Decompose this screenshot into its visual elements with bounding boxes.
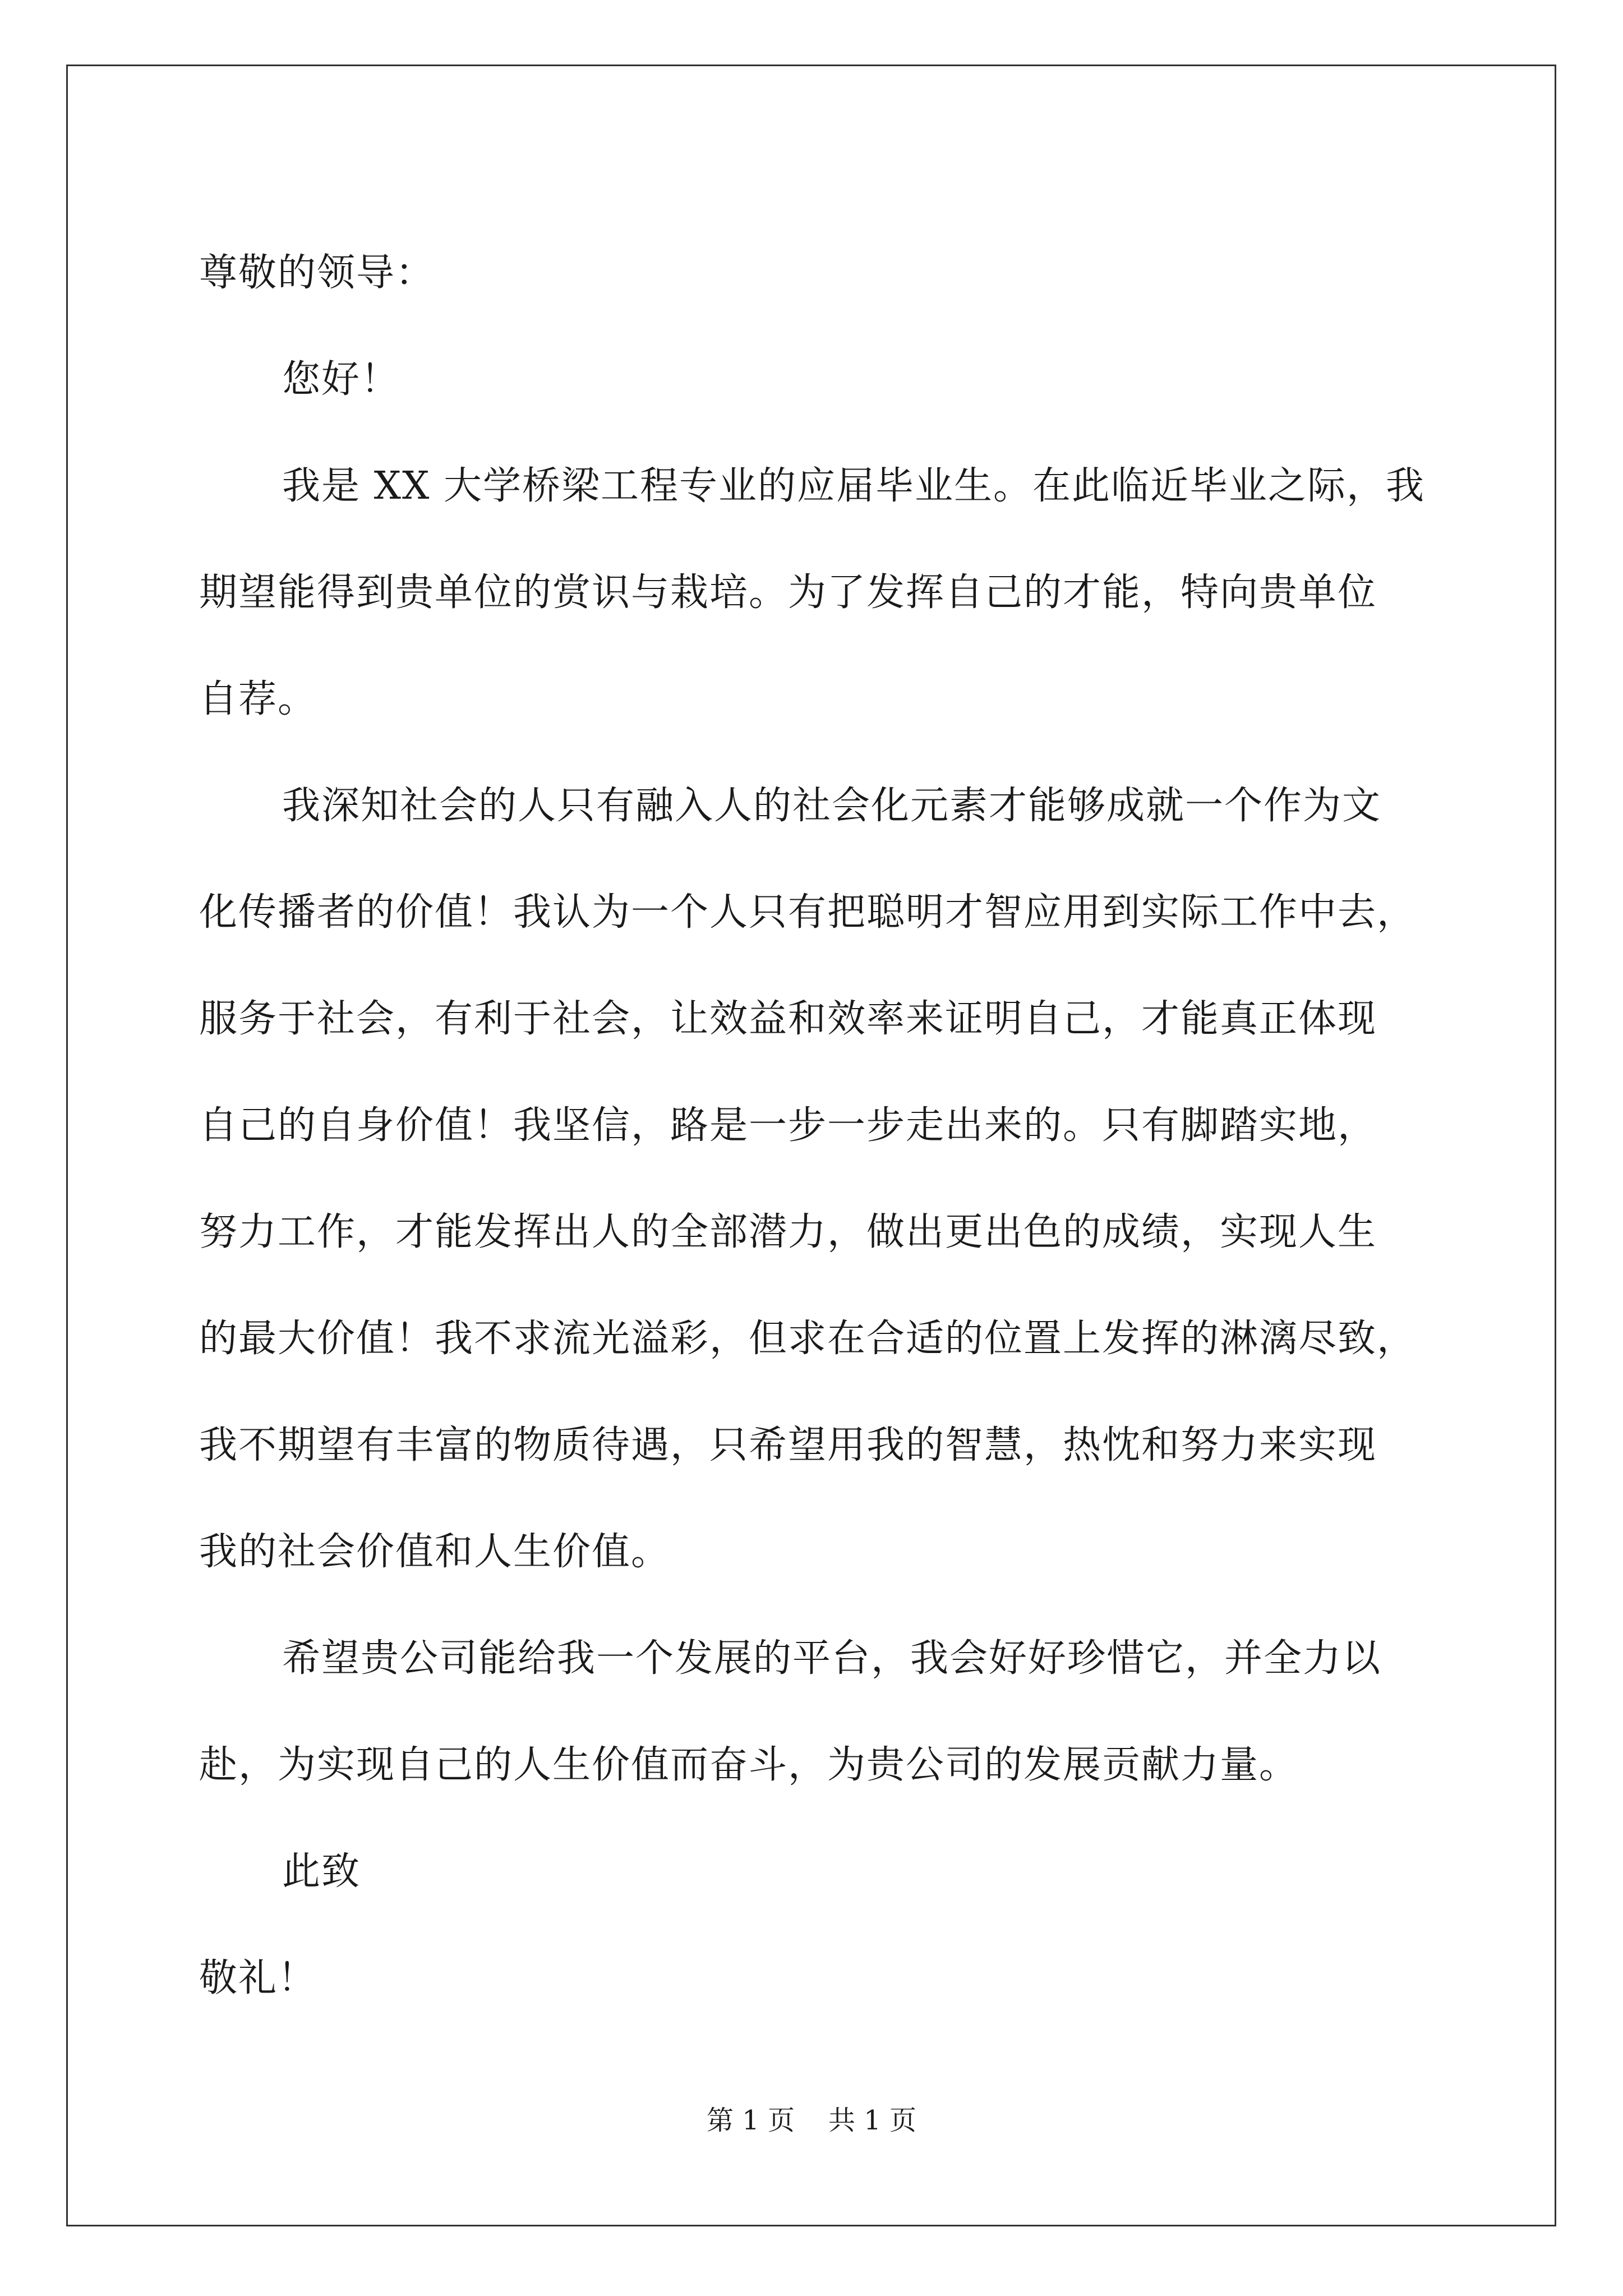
paragraph-line: 的最大价值！我不求流光溢彩，但求在合适的位置上发挥的淋漓尽致，	[199, 1317, 1417, 1361]
paragraph-line: 我不期望有丰富的物质待遇，只希望用我的智慧，热忱和努力来实现	[199, 1423, 1377, 1467]
paragraph-line: 努力工作，才能发挥出人的全部潜力，做出更出色的成绩，实现人生	[199, 1210, 1377, 1254]
paragraph-line: 赴，为实现自己的人生价值而奋斗，为贵公司的发展贡献力量。	[199, 1743, 1299, 1787]
page-number: 第 1 页	[706, 2105, 795, 2136]
closing-ci-zhi: 此致	[282, 1849, 361, 1894]
paragraph-line: 自荐。	[199, 677, 317, 721]
salutation: 尊敬的领导：	[199, 251, 435, 295]
letter-body	[199, 220, 1430, 2032]
paragraph-line: 化传播者的价值！我认为一个人只有把聪明才智应用到实际工作中去，	[199, 890, 1417, 935]
paragraph-hope	[199, 1605, 1430, 1819]
paragraph-line: 期望能得到贵单位的赏识与栽培。为了发挥自己的才能，特向贵单位	[199, 570, 1377, 615]
paragraph-line: 我是 XX 大学桥梁工程专业的应届毕业生。在此临近毕业之际，我	[282, 464, 1426, 508]
closing-jing-li: 敬礼！	[199, 1956, 317, 2000]
paragraph-line: 我的社会价值和人生价值。	[199, 1530, 671, 1574]
paragraph-self-introduction	[199, 433, 1430, 753]
paragraph-line: 我深知社会的人只有融入人的社会化元素才能够成就一个作为文	[282, 784, 1382, 828]
paragraph-line: 服务于社会，有利于社会，让效益和效率来证明自己，才能真正体现	[199, 997, 1377, 1041]
page-footer	[0, 2104, 1623, 2137]
page-total: 共 1 页	[828, 2105, 917, 2136]
paragraph-values	[199, 753, 1430, 1605]
greeting: 您好！	[282, 357, 400, 402]
paragraph-line: 希望贵公司能给我一个发展的平台，我会好好珍惜它，并全力以	[282, 1636, 1382, 1681]
paragraph-line: 自己的自身价值！我坚信，路是一步一步走出来的。只有脚踏实地，	[199, 1103, 1377, 1148]
